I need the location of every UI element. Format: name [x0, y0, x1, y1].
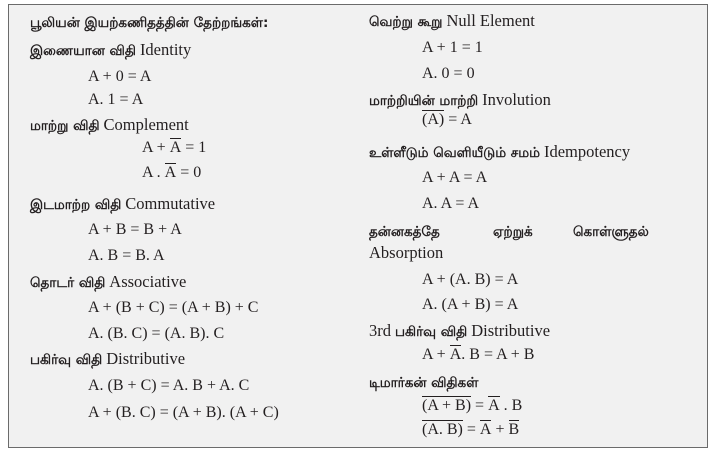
title [30, 13, 268, 33]
heading-complement: மாற்று விதி Complement [30, 115, 189, 134]
heading-null-element: வெற்று கூறு Null Element [369, 11, 535, 30]
formula-commutative-1: A + B = B + A [88, 221, 182, 238]
formula-distributive-1: A. (B + C) = A. B + A. C [88, 377, 250, 394]
formula-idempotency-2: A. A = A [422, 195, 480, 212]
formula-identity-1: A + 0 = A [88, 68, 152, 85]
formula-associative-2: A. (B. C) = (A. B). C [88, 325, 225, 342]
formula-demorgan-2: (A. B) = A + B [422, 421, 520, 438]
heading-3rd-distributive: 3rd பகிர்வு விதி Distributive [369, 321, 551, 340]
formula-identity-2: A. 1 = A [88, 91, 144, 108]
heading-identity: இணையான விதி Identity [30, 40, 192, 59]
heading-idempotency: உள்ளீடும் வெளியீடும் சமம் Idempotency [369, 142, 631, 161]
formula-3rd-distributive-1: A + A. B = A + B [422, 346, 535, 363]
heading-absorption: Absorption [369, 243, 444, 262]
heading-associative: தொடர் விதி Associative [30, 272, 187, 291]
heading-commutative: இடமாற்ற விதி Commutative [30, 194, 216, 213]
formula-distributive-2: A + (B. C) = (A + B). (A + C) [88, 404, 279, 421]
formula-idempotency-1: A + A = A [422, 169, 488, 186]
heading-distributive: பகிர்வு விதி Distributive [30, 349, 186, 368]
formula-involution-1: (A) = A [422, 111, 472, 128]
formula-commutative-2: A. B = B. A [88, 247, 165, 264]
heading-demorgan: டிமார்கன் விதிகள் [369, 375, 479, 391]
heading-involution: மாற்றியின் மாற்றி Involution [369, 90, 551, 109]
formula-associative-1: A + (B + C) = (A + B) + C [88, 299, 259, 316]
formula-absorption-1: A + (A. B) = A [422, 271, 519, 288]
formula-demorgan-1: (A + B) = A . B [422, 397, 523, 414]
formula-complement-1: A + A = 1 [142, 139, 207, 156]
formula-absorption-2: A. (A + B) = A [422, 296, 519, 313]
formula-complement-2: A . A = 0 [142, 164, 202, 181]
formula-null-1: A + 1 = 1 [422, 39, 483, 56]
title-text: பூலியன் இயற்கணிதத்தின் தேற்றங்கள்: [30, 15, 269, 31]
formula-null-2: A. 0 = 0 [422, 65, 475, 82]
